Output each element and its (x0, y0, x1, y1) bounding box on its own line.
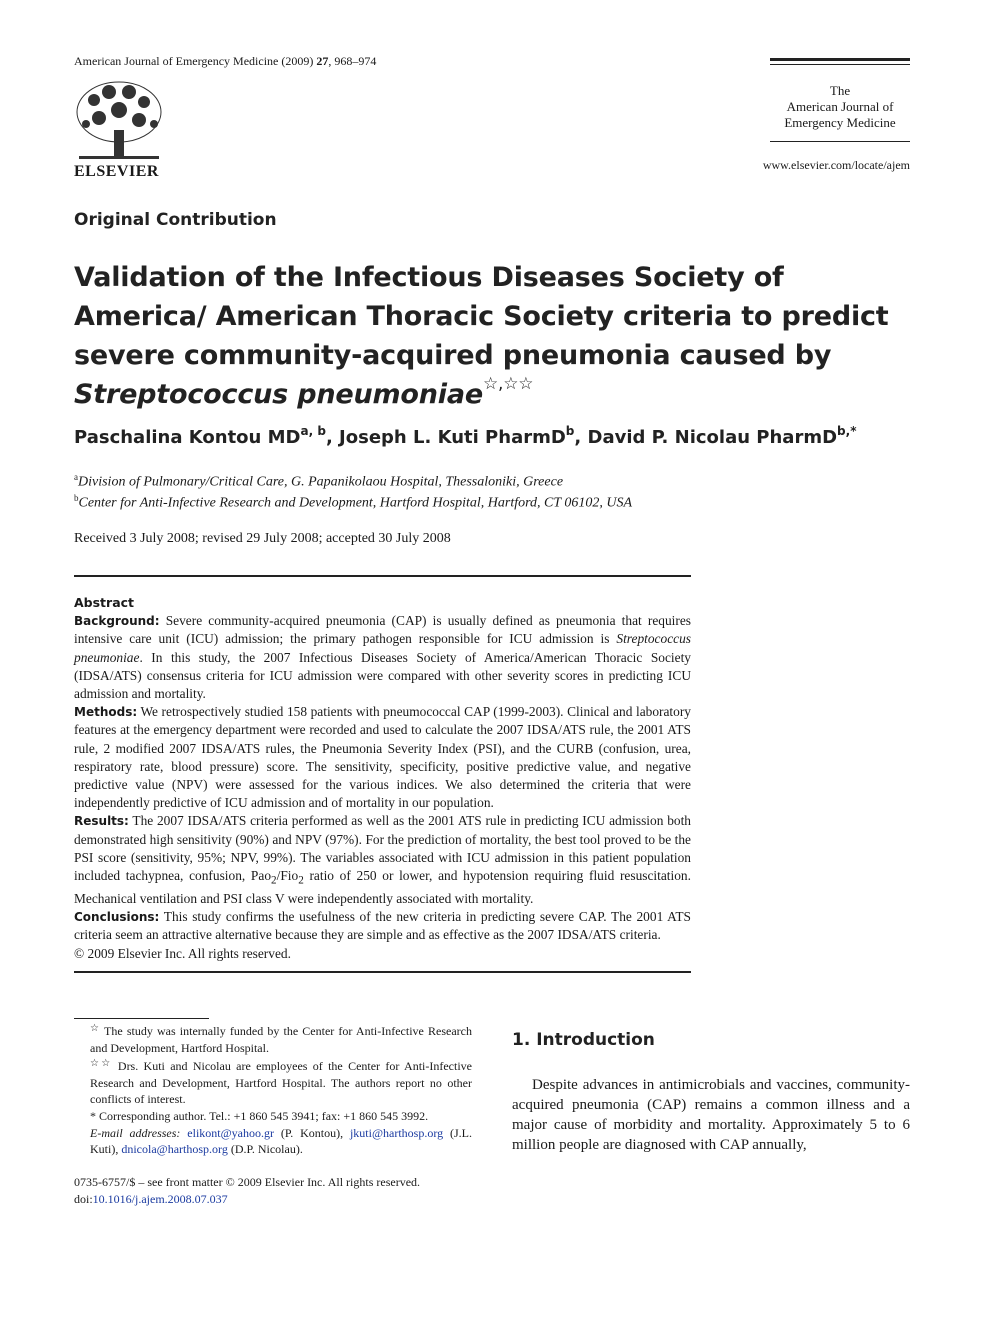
front-matter: 0735-6757/$ – see front matter © 2009 Elsevier Inc. All rights reserved. doi:10.1016/j.ajem.2008.07.037 (74, 1175, 421, 1206)
footnote-emails: E-mail addresses: elikont@yahoo.gr (P. Kontou), jkuti@harthosp.org (J.L. Kuti), dnicola@harthosp.org (D.P. Nicolau). (90, 1125, 472, 1157)
author: Joseph L. Kuti PharmD (339, 427, 566, 448)
introduction-heading: 1. Introduction (512, 1030, 655, 1050)
abstract-conclusions: Conclusions: This study confirms the usefulness of the new criteria in predicting severe CAP. The 2001 ATS criteria seem an attractive alternative because they are simple and as effective as the 2007 IDSA/ATS criteria. (74, 909, 691, 943)
journal-name: The American Journal of Emergency Medicine (784, 83, 896, 130)
author: David P. Nicolau PharmD (587, 427, 838, 448)
title-footnote-marks: ☆,☆☆ (483, 374, 534, 394)
author: Paschalina Kontou MD (74, 427, 301, 448)
journal-masthead (770, 58, 910, 142)
footnote-rule (74, 1018, 209, 1019)
abstract-results: Results: The 2007 IDSA/ATS criteria performed as well as the 2001 ATS rule in predicting ICU admission both demonstrated high sensitivity (90%) and NPV (97%). For the prediction of mortality, the best tool proved to be the PSI score (sensitivity, 95%; NPV, 99%). The variables associated with ICU admission in this patient population included tachypnea, confusion, Pao$_2$/Fio$_2$ ratio of 250 or lower, and hypotension requiring fluid resuscitation. Mechanical ventilation and PSI class V were independently associated with mortality. (74, 813, 691, 906)
footnote-conflicts: ☆☆ Drs. Kuti and Nicolau are employees of the Center for Anti-Infective Research and Development, Hartford Hospital. The authors report no other conflicts of interest. (90, 1058, 472, 1107)
footnotes (74, 1021, 472, 1158)
footnote-corresponding: * Corresponding author. Tel.: +1 860 545 3941; fax: +1 860 545 3992. (90, 1108, 429, 1123)
abstract-methods: Methods: We retrospectively studied 158 patients with pneumococcal CAP (1999-2003). Clinical and laboratory features at the emergency department were recorded and used to calculate the 2007 IDSA/ATS rule, the 2001 ATS rule, 2 modified 2007 IDSA/ATS rules, the Pneumonia Severity Index (PSI), and the CURB (confusion, urea, respiratory rate, blood pressure) score. The sensitivity, specificity, positive predictive value, and negative predictive value (NPV) were assessed for the various indices. We also determined the criteria that were independently predictive of ICU admission and of mortality in our population. (74, 704, 691, 811)
corresponding-mark: * (850, 424, 857, 438)
article-title: Validation of the Infectious Diseases Society of America/ American Thoracic Society criteria to predict severe community-acquired pneumonia caused by Streptococcus pneumoniae☆,☆☆ (74, 262, 889, 410)
email-link[interactable]: dnicola@harthosp.org (121, 1142, 228, 1157)
doi-link[interactable]: 10.1016/j.ajem.2008.07.037 (92, 1192, 228, 1206)
abstract-copyright: © 2009 Elsevier Inc. All rights reserved. (74, 945, 291, 961)
journal-citation: American Journal of Emergency Medicine (2009) 27, 968–974 (74, 54, 377, 68)
affiliation: $^a$Division of Pulmonary/Critical Care, G. Papanikolaou Hospital, Thessaloniki, Greece (74, 472, 564, 490)
introduction-text: Despite advances in antimicrobials and vaccines, community-acquired pneumonia (CAP) remains a common illness and a major cause of morbidity and mortality. Approximately 5 to 6 million people are diagnosed with CAP annually, (512, 1077, 910, 1153)
volume: 27 (316, 54, 329, 68)
section-label: Original Contribution (74, 210, 277, 230)
footnote-funding: ☆ The study was internally funded by the Center for Anti-Infective Research and Development, Hartford Hospital. (90, 1023, 472, 1055)
article-dates: Received 3 July 2008; revised 29 July 2008; accepted 30 July 2008 (74, 531, 451, 546)
publisher-logo-text: ELSEVIER (74, 163, 159, 180)
elsevier-tree-logo (74, 80, 164, 167)
abstract-heading: Abstract (74, 595, 135, 610)
email-link[interactable]: elikont@yahoo.gr (187, 1125, 274, 1140)
abstract-bottom-rule (74, 971, 691, 973)
author-list: Paschalina Kontou MD$^{a, b}$, Joseph L. Kuti PharmD$^b$, David P. Nicolau PharmD$^{b,*}$ (74, 424, 857, 448)
affiliation: $^b$Center for Anti-Infective Research and Development, Hartford Hospital, Hartford, CT 06102, USA (74, 493, 633, 511)
abstract-background: Background: Severe community-acquired pneumonia (CAP) is usually defined as pneumonia that requires intensive care unit (ICU) admission; the primary pathogen responsible for ICU admission is Streptococcus pneumoniae. In this study, the 2007 Infectious Diseases Society of America/American Thoracic Society (IDSA/ATS) consensus criteria for ICU admission were compared with other severity scores in predicting ICU admission and mortality. (74, 613, 691, 702)
journal-url[interactable]: www.elsevier.com/locate/ajem (762, 158, 910, 172)
abstract-top-rule (74, 575, 691, 577)
abstract (74, 594, 691, 963)
email-link[interactable]: jkuti@harthosp.org (349, 1125, 444, 1140)
